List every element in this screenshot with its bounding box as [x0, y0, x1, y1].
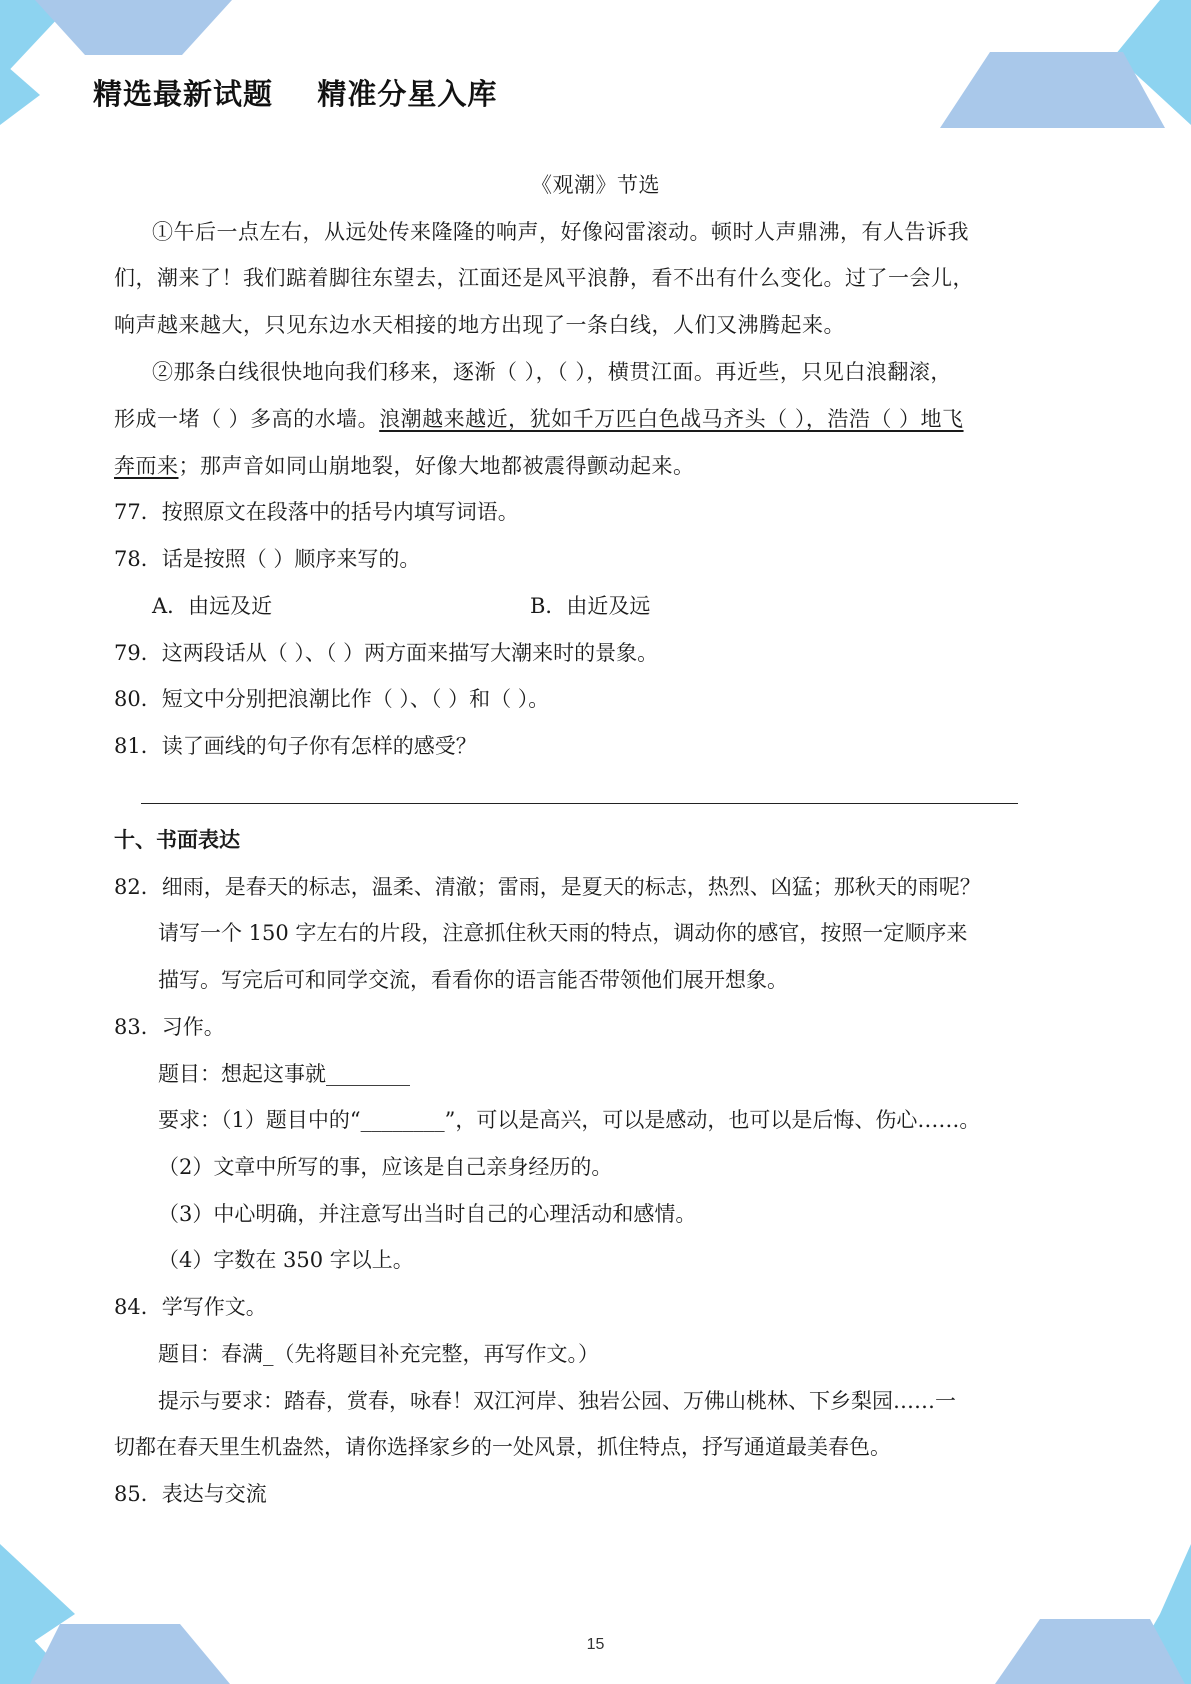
passage-title: 《观潮》节选 — [531, 173, 660, 197]
question-79: 79．这两段话从（ ）、（ ）两方面来描写大潮来时的景象。 — [114, 641, 659, 665]
question-83-requirement-2: （2）文章中所写的事，应该是自己亲身经历的。 — [158, 1155, 613, 1179]
section-heading: 十、书面表达 — [114, 828, 240, 852]
question-83: 83．习作。 — [114, 1015, 225, 1039]
question-78: 78．话是按照（ ）顺序来写的。 — [114, 547, 421, 571]
question-82-line3: 描写。写完后可和同学交流，看看你的语言能否带领他们展开想象。 — [158, 968, 788, 992]
question-81: 81．读了画线的句子你有怎样的感受？ — [114, 734, 477, 758]
underlined-sentence-part2: 奔而来 — [114, 454, 179, 478]
question-83-requirement-1: 要求：（1）题目中的“________”，可以是高兴，可以是感动，也可以是后悔、伤心……。 — [158, 1108, 981, 1132]
question-84-hint-line1: 提示与要求：踏春，赏春，咏春！双江河岸、独岩公园、万佛山桃林、下乡梨园……一 — [158, 1389, 956, 1413]
passage-p2-line2-plain: 形成一堵（ ）多高的水墙。 — [114, 407, 380, 431]
header-title: 精选最新试题 精准分星入库 — [93, 77, 498, 111]
passage-p1-line1: ①午后一点左右，从远处传来隆隆的响声，好像闷雷滚动。顿时人声鼎沸，有人告诉我 — [152, 220, 969, 244]
question-80: 80．短文中分别把浪潮比作（ ）、（ ）和（ ）。 — [114, 687, 550, 711]
question-77: 77．按照原文在段落中的括号内填写词语。 — [114, 500, 519, 524]
corner-decoration-bottom — [0, 1544, 1191, 1684]
question-78-option-a: A．由远及近 — [152, 594, 273, 618]
question-82-line1: 82．细雨，是春天的标志，温柔、清澈；雷雨，是夏天的标志，热烈、凶猛；那秋天的雨呢？ — [114, 875, 981, 899]
question-82-line2: 请写一个 150 字左右的片段，注意抓住秋天雨的特点，调动你的感官，按照一定顺序来 — [158, 921, 968, 945]
underlined-sentence-part1: 浪潮越来越近，犹如千万匹白色战马齐头（ ），浩浩（ ）地飞 — [379, 407, 964, 431]
question-83-title: 题目：想起这事就________ — [158, 1062, 410, 1086]
question-83-requirement-4: （4）字数在 350 字以上。 — [158, 1248, 414, 1272]
question-84: 84．学写作文。 — [114, 1295, 267, 1319]
page-number: 15 — [586, 1636, 605, 1653]
question-83-requirement-3: （3）中心明确，并注意写出当时自己的心理活动和感情。 — [158, 1202, 697, 1226]
question-84-title: 题目：春满_（先将题目补充完整，再写作文。） — [158, 1342, 599, 1366]
passage-p2-line3 — [114, 451, 695, 481]
question-78-option-b: B．由近及远 — [530, 594, 651, 618]
corner-decoration-top — [0, 0, 1191, 140]
passage-p1-line3: 响声越来越大，只见东边水天相接的地方出现了一条白线，人们又沸腾起来。 — [114, 313, 845, 337]
passage-p2-line3-plain: ；那声音如同山崩地裂，好像大地都被震得颤动起来。 — [178, 454, 695, 478]
answer-line — [141, 803, 1018, 804]
passage-p2-line2 — [114, 404, 964, 434]
passage-p2-line1: ②那条白线很快地向我们移来，逐渐（ ），（ ），横贯江面。再近些，只见白浪翻滚， — [152, 360, 952, 384]
passage-p1-line2: 们，潮来了！我们踮着脚往东望去，江面还是风平浪静，看不出有什么变化。过了一会儿， — [114, 266, 974, 290]
question-84-hint-line2: 切都在春天里生机盎然，请你选择家乡的一处风景，抓住特点，抒写通道最美春色。 — [114, 1435, 891, 1459]
question-85: 85．表达与交流 — [114, 1482, 267, 1506]
